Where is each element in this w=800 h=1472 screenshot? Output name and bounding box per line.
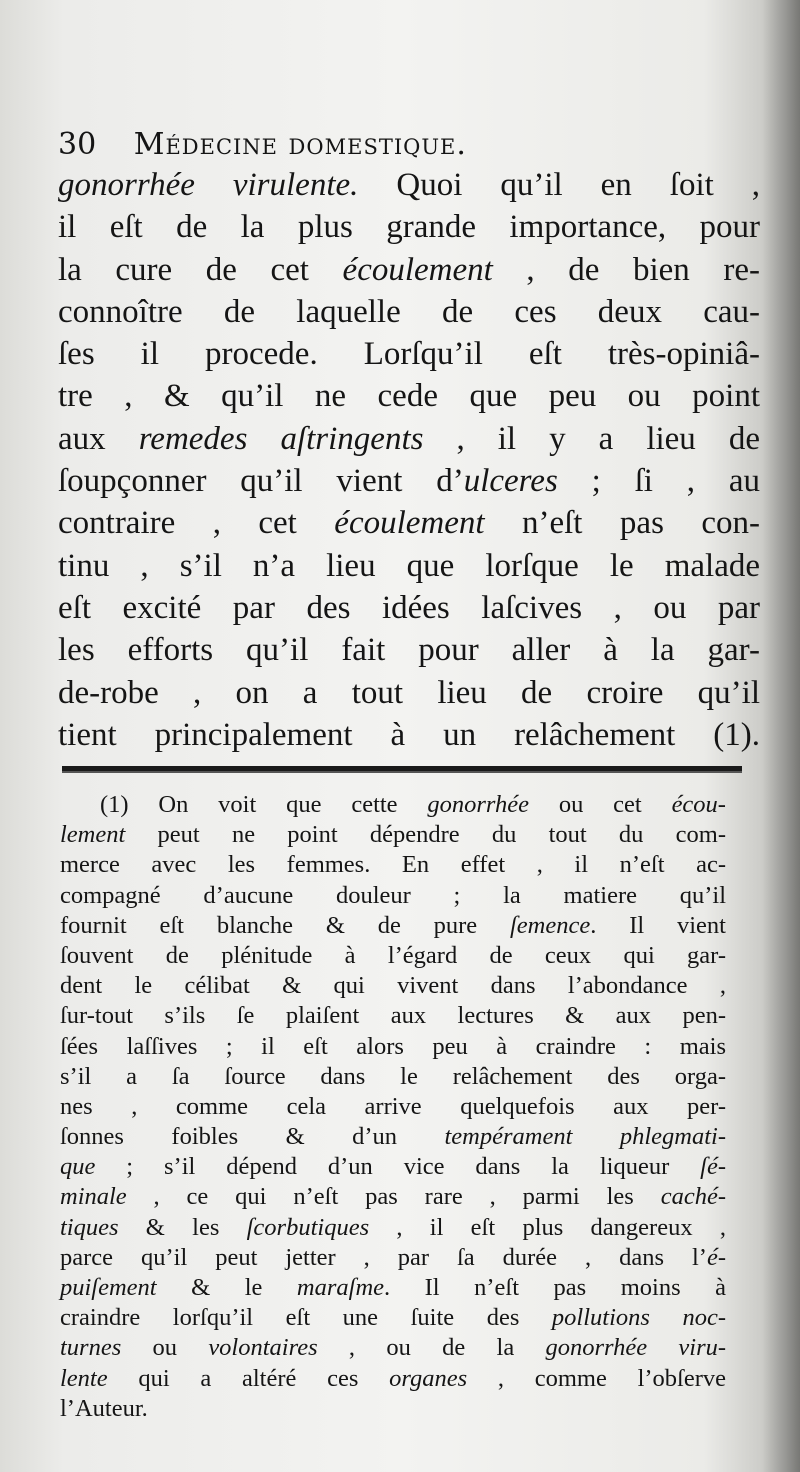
footnote-line	[60, 790, 726, 820]
text-run: tre , & qu’il ne cede que peu ou point	[58, 378, 760, 415]
text-line	[58, 714, 760, 756]
text-line	[58, 587, 760, 629]
italic-term: gonorrhée virulente.	[58, 167, 359, 203]
text-run: . Il vient	[590, 911, 726, 939]
page-edge-shadow	[762, 0, 800, 1472]
text-line	[58, 375, 760, 417]
italic-term: turnes	[60, 1334, 122, 1362]
show-through-bleed	[330, 1408, 730, 1438]
italic-term: volontaires	[208, 1334, 318, 1362]
italic-term: écou-	[671, 791, 726, 818]
main-text	[58, 164, 760, 756]
text-line	[58, 206, 760, 248]
text-run: ou cet	[529, 791, 672, 818]
italic-term: lente	[60, 1364, 108, 1392]
page-number: 30	[58, 127, 97, 162]
footnote-line	[60, 820, 726, 850]
text-run: eſt excité par des idées laſcives , ou par	[58, 589, 760, 626]
italic-term: tiques	[60, 1213, 119, 1241]
italic-term: pollutions noc-	[551, 1304, 727, 1332]
italic-term: organes	[389, 1364, 468, 1392]
text-run: contraire , cet	[58, 505, 335, 542]
italic-term: gonorrhée viru-	[545, 1334, 727, 1362]
footnote-line	[60, 1213, 726, 1243]
italic-term: écoulement	[342, 251, 493, 288]
footnote-line	[60, 1243, 726, 1273]
text-line	[58, 164, 760, 206]
text-run: , ou de la	[317, 1334, 546, 1362]
text-line	[58, 333, 760, 375]
text-run: ; s’il dépend d’un vice dans la liqueur	[95, 1153, 701, 1181]
text-line	[58, 291, 760, 333]
italic-term: é-	[706, 1243, 726, 1271]
text-run: tient principalement à un relâchement (1).	[58, 716, 760, 753]
text-run: Quoi qu’il en ſoit ,	[358, 167, 761, 203]
text-run: , il eſt plus dangereux ,	[369, 1213, 726, 1241]
footnote	[60, 790, 726, 1424]
text-run: ſoupçonner qu’il vient d’	[58, 463, 464, 500]
italic-term: gonorrhée	[427, 791, 530, 818]
text-run: aux	[58, 420, 139, 457]
italic-term: puiſement	[60, 1274, 157, 1301]
footnote-line	[60, 1122, 726, 1152]
text-run: craindre lorſqu’il eſt une ſuite des	[60, 1304, 552, 1332]
text-run: connoître de laquelle de ces deux cau-	[58, 293, 760, 330]
text-run: (1) On voit que cette	[100, 791, 428, 818]
footnote-line	[60, 941, 726, 971]
text-run: ſes il procede. Lorſqu’il eſt très-opiniâ-	[58, 336, 760, 373]
footnote-line	[60, 881, 726, 911]
text-run: , de bien re-	[492, 251, 760, 288]
text-run: compagné d’aucune douleur ; la matiere qu’il	[60, 881, 726, 909]
text-run: tinu , s’il n’a lieu que lorſque le malade	[58, 547, 760, 584]
text-run: la cure de cet	[58, 251, 343, 288]
footnote-line	[60, 1364, 726, 1394]
italic-term: lement	[60, 821, 126, 849]
text-run: ſées laſſives ; il eſt alors peu à craindre : mais	[60, 1032, 726, 1060]
italic-term: ſemence	[510, 911, 591, 939]
italic-term: remedes aſtringents	[138, 420, 424, 457]
running-head	[58, 124, 758, 166]
italic-term: tempérament phlegmati-	[444, 1123, 726, 1151]
footnote-line	[60, 1273, 726, 1303]
text-run: de-robe , on a tout lieu de croire qu’il	[58, 674, 760, 711]
italic-term: ſcorbutiques	[246, 1213, 370, 1241]
text-run: . Il n’eſt pas moins à	[384, 1274, 726, 1301]
text-run: , ce qui n’eſt pas rare , parmi les	[126, 1183, 661, 1211]
footnote-line	[60, 1092, 726, 1122]
text-line	[58, 460, 760, 502]
footnote-line	[60, 1062, 726, 1092]
footnote-line	[60, 1032, 726, 1062]
text-run: nes , comme cela arrive quelquefois aux per-	[60, 1092, 726, 1120]
italic-term: minale	[60, 1183, 127, 1211]
text-run: ſur-tout s’ils ſe plaiſent aux lectures & aux pen-	[60, 1002, 726, 1030]
footnote-line	[60, 1333, 726, 1363]
text-run: l’Auteur.	[60, 1394, 148, 1422]
text-run: ſonnes foibles & d’un	[60, 1123, 445, 1151]
footnote-line	[60, 1152, 726, 1182]
text-line	[58, 418, 760, 460]
text-run: parce qu’il peut jetter , par ſa durée , dans l’	[60, 1243, 707, 1271]
text-run: , comme l’obſerve	[467, 1364, 726, 1392]
text-line	[58, 502, 760, 544]
text-run: ; ſi , au	[557, 463, 760, 500]
running-title: Médecine domestique.	[133, 127, 467, 162]
text-run: les efforts qu’il fait pour aller à la gar-	[58, 632, 760, 669]
italic-term: caché-	[660, 1183, 726, 1211]
text-run: ſouvent de plénitude à l’égard de ceux qui gar-	[60, 941, 726, 969]
text-line	[58, 249, 760, 291]
footnote-line	[60, 850, 726, 880]
text-run: n’eſt pas con-	[484, 505, 760, 542]
text-run: ou	[121, 1334, 209, 1362]
text-run: dent le célibat & qui vivent dans l’abondance ,	[60, 972, 726, 1000]
text-run: s’il a ſa ſource dans le relâchement des orga-	[60, 1062, 726, 1090]
footnote-line	[60, 1182, 726, 1212]
footnote-line	[60, 971, 726, 1001]
footnote-line	[60, 1303, 726, 1333]
text-line	[58, 545, 760, 587]
text-run: & les	[118, 1213, 247, 1241]
text-line	[58, 629, 760, 671]
text-run: , il y a lieu de	[423, 420, 760, 457]
text-run: peut ne point dépendre du tout du com-	[125, 821, 726, 849]
text-run: merce avec les femmes. En effet , il n’eſt ac-	[60, 851, 726, 879]
italic-term: ulceres	[463, 463, 558, 500]
footnote-line	[60, 1001, 726, 1031]
text-run: qui a altéré ces	[107, 1364, 390, 1392]
italic-term: écoulement	[334, 505, 485, 542]
text-run: fournit eſt blanche & de pure	[60, 911, 510, 939]
italic-term: que	[60, 1153, 96, 1181]
text-run: & le	[156, 1274, 297, 1301]
footnote-rule	[62, 766, 742, 773]
text-run: il eſt de la plus grande importance, pour	[58, 209, 760, 246]
footnote-line	[60, 911, 726, 941]
italic-term: ſé-	[700, 1153, 726, 1181]
text-line	[58, 672, 760, 714]
italic-term: maraſme	[296, 1274, 385, 1301]
